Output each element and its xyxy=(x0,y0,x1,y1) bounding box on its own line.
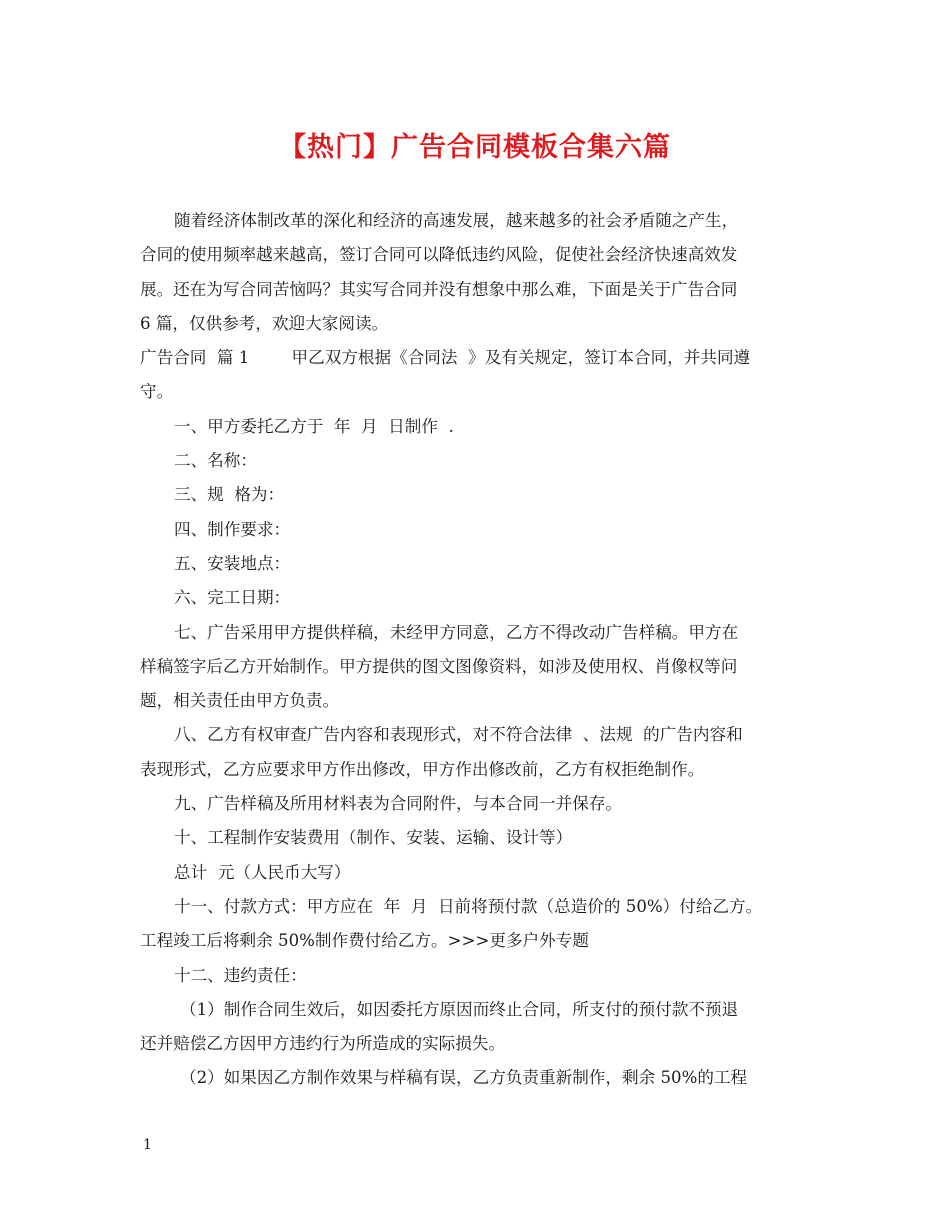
clause-line: 三、规 格为： xyxy=(174,485,285,505)
document-body xyxy=(140,204,820,1096)
clause-line: 四、制作要求： xyxy=(174,519,291,539)
body-line: 还并赔偿乙方因甲方违约行为所造成的实际损失。 xyxy=(140,1034,506,1054)
clause-line: 总计 元（人民币大写） xyxy=(174,862,351,882)
clause-line: 十一、付款方式：甲方应在 年 月 日前将预付款（总造价的 50%）付给乙方。 xyxy=(174,896,763,916)
clause-line: 二、名称： xyxy=(174,451,257,471)
page-number: 1 xyxy=(143,1137,152,1153)
body-line: 守。 xyxy=(140,382,174,402)
body-line: 样稿签字后乙方开始制作。甲方提供的图文图像资料，如涉及使用权、肖像权等问 xyxy=(140,656,738,676)
clause-line: 六、完工日期： xyxy=(174,588,291,608)
clause-line: 十二、违约责任： xyxy=(174,965,307,985)
clause-line: 五、安装地点： xyxy=(174,553,291,573)
document-title: 【热门】广告合同模板合集六篇 xyxy=(279,132,671,163)
body-line: 表现形式，乙方应要求甲方作出修改，甲方作出修改前，乙方有权拒绝制作。 xyxy=(140,759,705,779)
clause-line: 一、甲方委托乙方于 年 月 日制作 . xyxy=(174,416,454,436)
body-line: 题，相关责任由甲方负责。 xyxy=(140,691,340,711)
body-line: 合同的使用频率越来越高，签订合同可以降低违约风险，促使社会经济快速高效发 xyxy=(140,245,738,265)
body-line: 随着经济体制改革的深化和经济的高速发展，越来越多的社会矛盾随之产生， xyxy=(174,211,739,230)
clause-line: 九、广告样稿及所用材料表为合同附件，与本合同一并保存。 xyxy=(174,794,623,814)
clause-line: （2）如果因乙方制作效果与样稿有误，乙方负责重新制作，剩余 50%的工程 xyxy=(180,1068,748,1088)
clause-line: 七、广告采用甲方提供样稿，未经甲方同意，乙方不得改动广告样稿。甲方在 xyxy=(174,622,739,642)
body-line: 展。还在为写合同苦恼吗？其实写合同并没有想象中那么难，下面是关于广告合同 xyxy=(140,279,738,299)
section-heading-line: 广告合同 篇 1 甲乙双方根据《合同法 》及有关规定，签订本合同，并共同遵 xyxy=(140,348,751,368)
clause-line: （1）制作合同生效后，如因委托方原因而终止合同，所支付的预付款不预退 xyxy=(180,999,739,1019)
clause-line: 十、工程制作安装费用（制作、安装、运输、设计等） xyxy=(174,828,573,848)
clause-line: 八、乙方有权审查广告内容和表现形式，对不符合法律 、法规 的广告内容和 xyxy=(174,725,743,745)
body-line: 6 篇，仅供参考，欢迎大家阅读。 xyxy=(140,313,389,333)
body-line: 工程竣工后将剩余 50%制作费付给乙方。>>>更多户外专题 xyxy=(140,931,589,951)
